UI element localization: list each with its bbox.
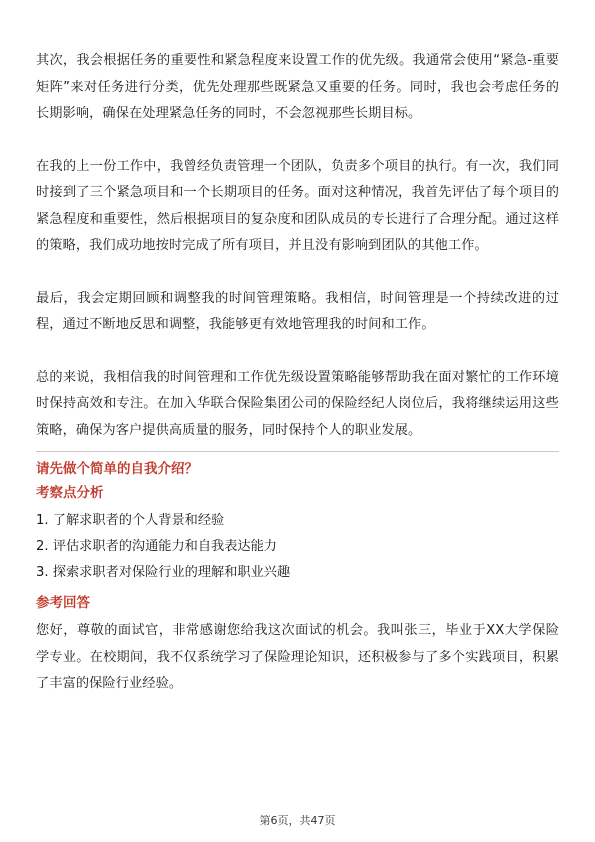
paragraph-priority: 其次，我会根据任务的重要性和紧急程度来设置工作的优先级。我通常会使用“紧急-重要矩阵”来对任务进行分类，优先处理那些既紧急又重要的任务。同时，我也会考虑任务的长期影响，确保在处理紧急任务的同时，不会忽视那些长期目标。	[36, 53, 559, 121]
document-body	[36, 48, 559, 698]
analysis-item: 2. 评估求职者的沟通能力和自我表达能力	[36, 539, 277, 554]
page-footer: 第6页，共47页	[259, 814, 336, 827]
answer-text: 您好，尊敬的面试官，非常感谢您给我这次面试的机会。我叫张三，毕业于XX大学保险学专业。在校期间，我不仅系统学习了保险理论知识，还积极参与了多个实践项目，积累了丰富的保险行业经验。	[36, 623, 559, 691]
paragraph-gap	[36, 260, 559, 286]
paragraph-summary: 总的来说，我相信我的时间管理和工作优先级设置策略能够帮助我在面对繁忙的工作环境时保持高效和专注。在加入华联合保险集团公司的保险经纪人岗位后，我将继续运用这些策略，确保为客户提供高质量的服务，同时保持个人的职业发展。	[36, 369, 559, 438]
paragraph-review: 最后，我会定期回顾和调整我的时间管理策略。我相信，时间管理是一个持续改进的过程，通过不断地反思和调整，我能够更有效地管理我的时间和工作。	[36, 290, 559, 332]
section-divider	[36, 451, 559, 452]
answer-heading: 参考回答	[36, 595, 90, 611]
paragraph-team-example: 在我的上一份工作中，我曾经负责管理一个团队，负责多个项目的执行。有一次，我们同时接到了三个紧急项目和一个长期项目的任务。面对这种情况，我首先评估了每个项目的紧急程度和重要性，然后根据项目的复杂度和团队成员的专长进行了合理分配。通过这样的策略，我们成功地按时完成了所有项目，并且没有影响到团队的其他工作。	[36, 158, 559, 253]
analysis-item: 3. 探索求职者对保险行业的理解和职业兴趣	[36, 565, 291, 580]
question-title: 请先做个简单的自我介绍？	[36, 461, 198, 477]
analysis-item: 1. 了解求职者的个人背景和经验	[36, 513, 225, 528]
paragraph-gap	[36, 128, 559, 154]
paragraph-gap	[36, 339, 559, 365]
analysis-heading: 考察点分析	[36, 485, 104, 501]
